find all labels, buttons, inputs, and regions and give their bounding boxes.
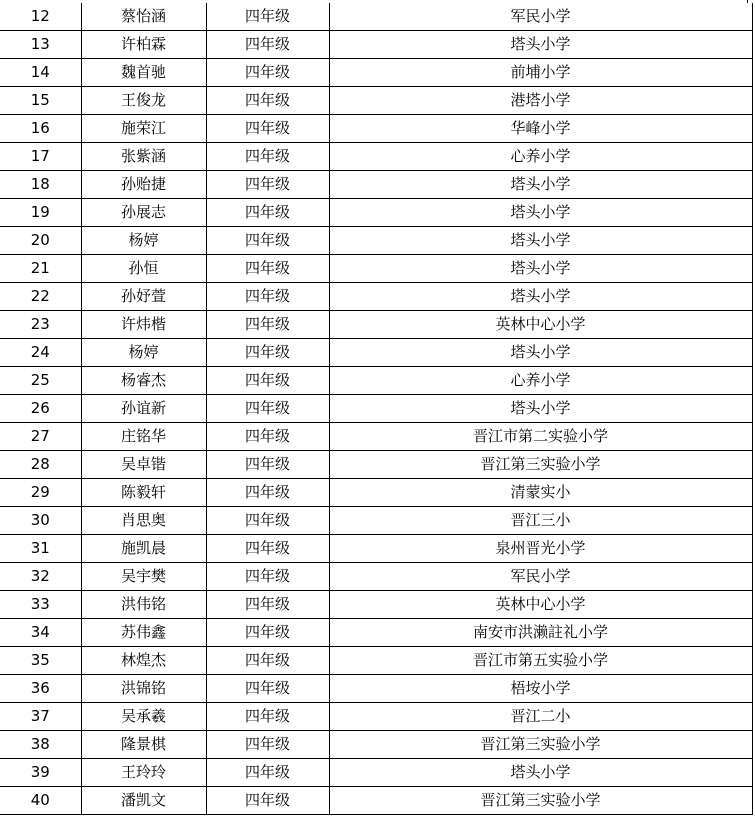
- student-name-cell: 林煌杰: [81, 647, 206, 675]
- school-cell: 南安市洪濑註礼小学: [329, 619, 752, 647]
- grade-cell: 四年级: [206, 115, 329, 143]
- student-name-cell: 孙恒: [81, 255, 206, 283]
- row-number-cell: 15: [0, 87, 81, 115]
- row-number-cell: 39: [0, 759, 81, 787]
- table-row: [0, 199, 752, 227]
- grade-cell: 四年级: [206, 731, 329, 759]
- grade-cell: 四年级: [206, 171, 329, 199]
- row-number-cell: 35: [0, 647, 81, 675]
- table-row: [0, 647, 752, 675]
- student-name-cell: 杨睿杰: [81, 367, 206, 395]
- student-name-cell: 蔡怡涵: [81, 3, 206, 31]
- row-number-cell: 18: [0, 171, 81, 199]
- school-cell: 泉州晋光小学: [329, 535, 752, 563]
- table-row: [0, 31, 752, 59]
- student-name-cell: 洪锦铭: [81, 675, 206, 703]
- student-name-cell: 杨婷: [81, 339, 206, 367]
- row-number-cell: 32: [0, 563, 81, 591]
- grade-cell: 四年级: [206, 507, 329, 535]
- table-row: [0, 591, 752, 619]
- table-row: [0, 283, 752, 311]
- school-cell: 军民小学: [329, 563, 752, 591]
- school-cell: 军民小学: [329, 3, 752, 31]
- grade-cell: 四年级: [206, 311, 329, 339]
- grade-cell: 四年级: [206, 199, 329, 227]
- row-number-cell: 36: [0, 675, 81, 703]
- student-name-cell: 洪伟铭: [81, 591, 206, 619]
- row-number-cell: 21: [0, 255, 81, 283]
- student-name-cell: 施凯晨: [81, 535, 206, 563]
- row-number-cell: 12: [0, 3, 81, 31]
- student-name-cell: 许柏霖: [81, 31, 206, 59]
- grade-cell: 四年级: [206, 3, 329, 31]
- student-name-cell: 吴承羲: [81, 703, 206, 731]
- school-cell: 晋江第三实验小学: [329, 731, 752, 759]
- grade-cell: 四年级: [206, 563, 329, 591]
- row-number-cell: 29: [0, 479, 81, 507]
- student-name-cell: 孙展志: [81, 199, 206, 227]
- table-row: [0, 143, 752, 171]
- grade-cell: 四年级: [206, 619, 329, 647]
- school-cell: 心养小学: [329, 367, 752, 395]
- row-number-cell: 14: [0, 59, 81, 87]
- school-cell: 塔头小学: [329, 31, 752, 59]
- school-cell: 英林中心小学: [329, 311, 752, 339]
- school-cell: 塔头小学: [329, 171, 752, 199]
- grade-cell: 四年级: [206, 423, 329, 451]
- grade-cell: 四年级: [206, 227, 329, 255]
- grade-cell: 四年级: [206, 143, 329, 171]
- row-number-cell: 25: [0, 367, 81, 395]
- school-cell: 晋江三小: [329, 507, 752, 535]
- student-name-cell: 隆景棋: [81, 731, 206, 759]
- school-cell: 塔头小学: [329, 255, 752, 283]
- table-row: [0, 675, 752, 703]
- row-number-cell: 31: [0, 535, 81, 563]
- student-roster-table: [0, 3, 753, 815]
- table-row: [0, 507, 752, 535]
- grade-cell: 四年级: [206, 59, 329, 87]
- school-cell: 港塔小学: [329, 87, 752, 115]
- table-row: [0, 395, 752, 423]
- student-name-cell: 肖思奥: [81, 507, 206, 535]
- school-cell: 心养小学: [329, 143, 752, 171]
- student-name-cell: 王玲玲: [81, 759, 206, 787]
- school-cell: 塔头小学: [329, 759, 752, 787]
- student-name-cell: 施荣江: [81, 115, 206, 143]
- row-number-cell: 22: [0, 283, 81, 311]
- table-row: [0, 171, 752, 199]
- row-number-cell: 17: [0, 143, 81, 171]
- student-name-cell: 孙妤萱: [81, 283, 206, 311]
- grade-cell: 四年级: [206, 451, 329, 479]
- school-cell: 梧垵小学: [329, 675, 752, 703]
- table-row: [0, 759, 752, 787]
- row-number-cell: 20: [0, 227, 81, 255]
- grade-cell: 四年级: [206, 479, 329, 507]
- row-number-cell: 24: [0, 339, 81, 367]
- row-number-cell: 30: [0, 507, 81, 535]
- school-cell: 塔头小学: [329, 339, 752, 367]
- grade-cell: 四年级: [206, 255, 329, 283]
- row-number-cell: 40: [0, 787, 81, 815]
- roster-body: [0, 3, 752, 815]
- grade-cell: 四年级: [206, 759, 329, 787]
- table-row: [0, 619, 752, 647]
- row-number-cell: 27: [0, 423, 81, 451]
- school-cell: 华峰小学: [329, 115, 752, 143]
- student-name-cell: 许炜楷: [81, 311, 206, 339]
- table-row: [0, 479, 752, 507]
- student-name-cell: 潘凯文: [81, 787, 206, 815]
- school-cell: 塔头小学: [329, 199, 752, 227]
- row-number-cell: 34: [0, 619, 81, 647]
- row-number-cell: 38: [0, 731, 81, 759]
- student-name-cell: 陈毅轩: [81, 479, 206, 507]
- school-cell: 晋江市第五实验小学: [329, 647, 752, 675]
- row-number-cell: 23: [0, 311, 81, 339]
- table-row: [0, 563, 752, 591]
- school-cell: 英林中心小学: [329, 591, 752, 619]
- school-cell: 晋江第三实验小学: [329, 451, 752, 479]
- student-name-cell: 王俊龙: [81, 87, 206, 115]
- table-row: [0, 787, 752, 815]
- table-row: [0, 255, 752, 283]
- student-name-cell: 苏伟鑫: [81, 619, 206, 647]
- row-number-cell: 19: [0, 199, 81, 227]
- table-row: [0, 367, 752, 395]
- table-row: [0, 115, 752, 143]
- grade-cell: 四年级: [206, 339, 329, 367]
- table-row: [0, 59, 752, 87]
- table-row: [0, 339, 752, 367]
- school-cell: 前埔小学: [329, 59, 752, 87]
- school-cell: 晋江二小: [329, 703, 752, 731]
- student-name-cell: 魏首驰: [81, 59, 206, 87]
- table-row: [0, 311, 752, 339]
- student-name-cell: 孙贻捷: [81, 171, 206, 199]
- school-cell: 塔头小学: [329, 395, 752, 423]
- row-number-cell: 33: [0, 591, 81, 619]
- school-cell: 塔头小学: [329, 283, 752, 311]
- table-row: [0, 535, 752, 563]
- grade-cell: 四年级: [206, 367, 329, 395]
- row-number-cell: 37: [0, 703, 81, 731]
- student-name-cell: 孙谊新: [81, 395, 206, 423]
- table-row: [0, 731, 752, 759]
- grade-cell: 四年级: [206, 703, 329, 731]
- grade-cell: 四年级: [206, 787, 329, 815]
- table-row: [0, 423, 752, 451]
- table-row: [0, 3, 752, 31]
- school-cell: 晋江第三实验小学: [329, 787, 752, 815]
- table-row: [0, 703, 752, 731]
- grade-cell: 四年级: [206, 535, 329, 563]
- school-cell: 清蒙实小: [329, 479, 752, 507]
- roster-sheet: [0, 3, 752, 815]
- student-name-cell: 吴卓锴: [81, 451, 206, 479]
- grade-cell: 四年级: [206, 395, 329, 423]
- table-row: [0, 227, 752, 255]
- table-row: [0, 451, 752, 479]
- student-name-cell: 吴宇樊: [81, 563, 206, 591]
- student-name-cell: 张紫涵: [81, 143, 206, 171]
- grade-cell: 四年级: [206, 283, 329, 311]
- grade-cell: 四年级: [206, 87, 329, 115]
- row-number-cell: 13: [0, 31, 81, 59]
- grade-cell: 四年级: [206, 647, 329, 675]
- student-name-cell: 杨婷: [81, 227, 206, 255]
- student-name-cell: 庄铭华: [81, 423, 206, 451]
- row-number-cell: 28: [0, 451, 81, 479]
- grade-cell: 四年级: [206, 31, 329, 59]
- table-row: [0, 87, 752, 115]
- school-cell: 晋江市第二实验小学: [329, 423, 752, 451]
- grade-cell: 四年级: [206, 675, 329, 703]
- grade-cell: 四年级: [206, 591, 329, 619]
- row-number-cell: 26: [0, 395, 81, 423]
- school-cell: 塔头小学: [329, 227, 752, 255]
- row-number-cell: 16: [0, 115, 81, 143]
